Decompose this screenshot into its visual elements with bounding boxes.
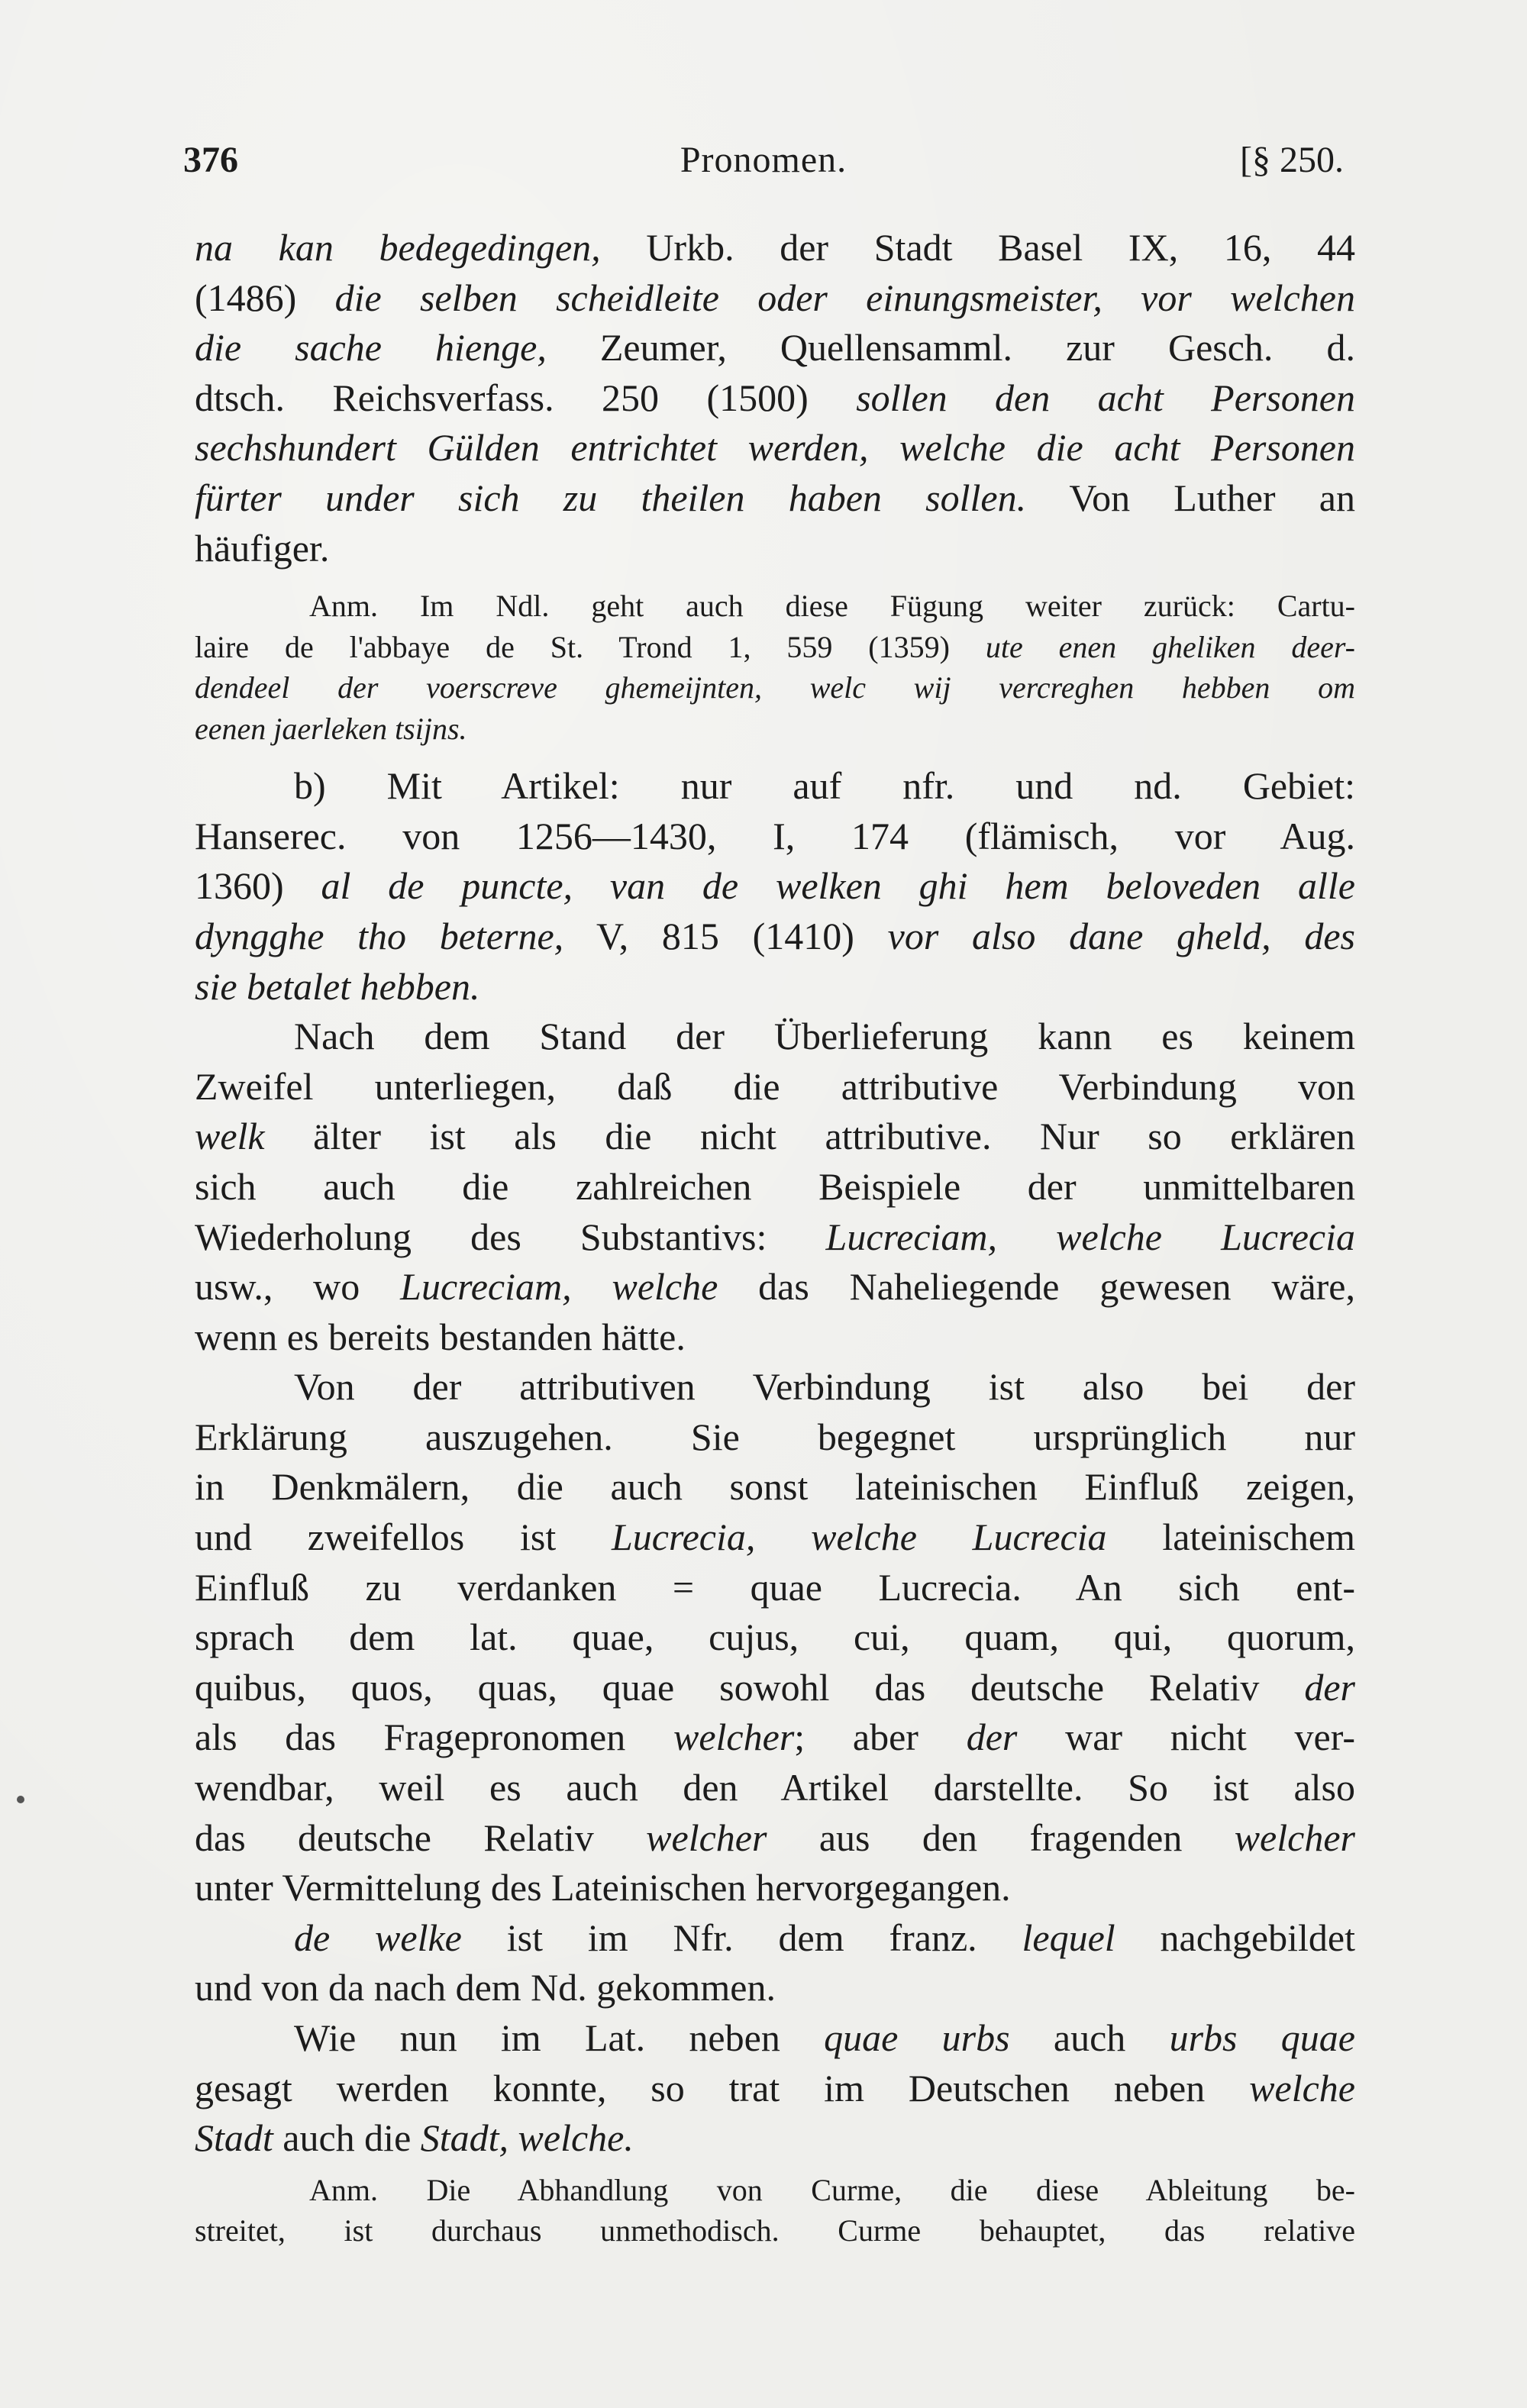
roman-text: lateinischem xyxy=(1106,1515,1355,1559)
roman-text: (1486) xyxy=(195,276,335,319)
roman-text: Urkb. der Stadt Basel IX, 16, 44 xyxy=(600,226,1355,269)
paragraph-quae-urbs xyxy=(195,2013,1355,2164)
italic-text: Lucrecia, welche Lucrecia xyxy=(611,1515,1107,1559)
text-line xyxy=(195,1612,1355,1663)
roman-text: ist im Nfr. dem franz. xyxy=(461,1916,1022,1959)
page-number: 376 xyxy=(183,140,238,180)
text-line xyxy=(195,1963,1355,2013)
text-line xyxy=(195,1763,1355,1813)
roman-text: usw., wo xyxy=(195,1265,401,1309)
italic-text: quae urbs xyxy=(824,2016,1010,2059)
roman-text: 1360) xyxy=(195,864,321,908)
italic-text: welcher xyxy=(673,1716,795,1759)
running-title: Pronomen. xyxy=(680,140,847,180)
paragraph-ueberlieferung xyxy=(195,1012,1355,1362)
roman-text: war nicht ver- xyxy=(1017,1716,1355,1759)
italic-text: dyngghe tho beterne, xyxy=(195,914,564,957)
text-line xyxy=(195,709,1355,750)
italic-text: sollen den acht Personen xyxy=(856,376,1355,419)
page-body xyxy=(195,223,1355,2251)
text-line xyxy=(195,473,1355,524)
footnote-anm-ndl xyxy=(195,586,1355,749)
roman-text: sprach dem lat. quae, cujus, cui, quam, qui, quorum, xyxy=(195,1616,1355,1659)
roman-text: wenn es bereits bestanden hätte. xyxy=(195,1315,686,1358)
paragraph-luther-examples xyxy=(195,223,1355,573)
text-line xyxy=(195,1813,1355,1864)
italic-text: na kan bedegedingen, xyxy=(195,226,601,269)
italic-text: eenen jaerleken tsijns. xyxy=(195,711,467,746)
text-line xyxy=(195,223,1355,273)
text-line xyxy=(195,627,1355,668)
text-line xyxy=(195,912,1355,962)
roman-text: sich auch die zahlreichen Beispiele der unmittelbaren xyxy=(195,1164,1355,1208)
italic-text: vor also dane gheld, des xyxy=(887,914,1355,957)
text-line xyxy=(195,1012,1355,1062)
paragraph-attributive-verbindung xyxy=(195,1362,1355,1913)
text-line xyxy=(195,1362,1355,1412)
italic-text: urbs quae xyxy=(1169,2016,1355,2059)
text-line xyxy=(195,2210,1355,2251)
italic-text: Lucreciam, welche xyxy=(400,1265,718,1309)
roman-text: Anm. Die Abhandlung von Curme, die diese Ableitung be- xyxy=(309,2172,1355,2207)
roman-text: auch die xyxy=(273,2116,421,2160)
italic-text: sechshundert Gülden entrichtet werden, welche die acht Personen xyxy=(195,426,1355,470)
text-line xyxy=(195,1412,1355,1463)
text-line xyxy=(195,323,1355,373)
roman-text: das deutsche Relativ xyxy=(195,1816,647,1859)
roman-text: Wie nun im Lat. neben xyxy=(294,2016,825,2059)
roman-text: und zweifellos ist xyxy=(195,1515,612,1559)
roman-text: Erklärung auszugehen. Sie begegnet ursprünglich nur xyxy=(195,1415,1355,1458)
roman-text: dtsch. Reichsverfass. 250 (1500) xyxy=(195,376,857,419)
text-line xyxy=(195,1112,1355,1162)
text-line xyxy=(195,586,1355,627)
text-line xyxy=(195,373,1355,424)
paragraph-de-welke xyxy=(195,1913,1355,2013)
roman-text: älter ist als die nicht attributive. Nur so erklären xyxy=(264,1115,1355,1158)
roman-text: als das Fragepronomen xyxy=(195,1716,673,1759)
italic-text: die selben scheidleite oder einungsmeister, vor welchen xyxy=(334,276,1355,319)
italic-text: sie betalet hebben. xyxy=(195,964,480,1008)
italic-text: welcher xyxy=(1234,1816,1355,1859)
text-line xyxy=(195,1913,1355,1964)
text-line xyxy=(195,1212,1355,1263)
roman-text: Von der attributiven Verbindung ist also bei der xyxy=(294,1365,1355,1409)
italic-text: der xyxy=(966,1716,1018,1759)
italic-text: welche xyxy=(1249,2066,1355,2109)
italic-text: der xyxy=(1304,1665,1355,1709)
roman-text: unter Vermittelung des Lateinischen hervorgegangen. xyxy=(195,1866,1011,1909)
text-line xyxy=(195,861,1355,912)
italic-text: Stadt xyxy=(195,2116,273,2160)
italic-text: welk xyxy=(195,1115,265,1158)
italic-text: die sache hienge, xyxy=(195,326,547,370)
roman-text: Einfluß zu verdanken = quae Lucrecia. An sich ent- xyxy=(195,1565,1355,1609)
section-marker: [§ 250. xyxy=(1240,140,1344,180)
roman-text: Wiederholung des Substantivs: xyxy=(195,1215,826,1258)
italic-text: Stadt, welche. xyxy=(420,2116,634,2160)
roman-text: gesagt werden konnte, so trat im Deutschen neben xyxy=(195,2066,1250,2109)
italic-text: ute enen gheliken deer- xyxy=(985,629,1355,664)
italic-text: lequel xyxy=(1022,1916,1115,1959)
text-line xyxy=(195,1663,1355,1713)
roman-text: Anm. Im Ndl. geht auch diese Fügung weiter zurück: Cartu- xyxy=(309,589,1355,624)
text-line xyxy=(195,1162,1355,1212)
roman-text: Zweifel unterliegen, daß die attributive Verbindung von xyxy=(195,1064,1355,1108)
text-line xyxy=(195,1312,1355,1363)
roman-text: häufiger. xyxy=(195,526,330,570)
text-line xyxy=(195,273,1355,324)
roman-text: auch xyxy=(1009,2016,1170,2059)
footnote-anm-curme xyxy=(195,2170,1355,2251)
text-line xyxy=(195,2113,1355,2164)
roman-text: quibus, quos, quas, quae sowohl das deutsche Relativ xyxy=(195,1665,1305,1709)
text-line xyxy=(195,2170,1355,2211)
text-line xyxy=(195,667,1355,709)
roman-text: Hanserec. von 1256—1430, I, 174 (flämisch, vor Aug. xyxy=(195,814,1355,857)
roman-text: aus den fragenden xyxy=(767,1816,1235,1859)
roman-text: b) Mit Artikel: nur auf nfr. und nd. Gebiet: xyxy=(294,764,1355,808)
paragraph-mit-artikel xyxy=(195,761,1355,1012)
italic-text: fürter under sich zu theilen haben sollen. xyxy=(195,476,1027,519)
text-line xyxy=(195,524,1355,574)
text-line xyxy=(195,1712,1355,1763)
text-line xyxy=(195,1062,1355,1112)
italic-text: Lucreciam, welche Lucrecia xyxy=(825,1215,1355,1258)
roman-text: ; aber xyxy=(794,1716,967,1759)
text-line xyxy=(195,1563,1355,1613)
italic-text: dendeel der voerscreve ghemeijnten, welc wij vercreghen hebben om xyxy=(195,670,1355,705)
roman-text: das Naheliegende gewesen wäre, xyxy=(718,1265,1355,1309)
text-line xyxy=(195,812,1355,862)
margin-dot xyxy=(17,1796,24,1803)
italic-text: al de puncte, van de welken ghi hem beloveden alle xyxy=(321,864,1355,908)
roman-text: nachgebildet xyxy=(1115,1916,1355,1959)
roman-text: Zeumer, Quellensamml. zur Gesch. d. xyxy=(546,326,1355,370)
roman-text: wendbar, weil es auch den Artikel darstellte. So ist also xyxy=(195,1766,1355,1809)
text-line xyxy=(195,761,1355,812)
roman-text: laire de l'abbaye de St. Trond 1, 559 (1359) xyxy=(195,629,986,664)
roman-text: Nach dem Stand der Überlieferung kann es keinem xyxy=(294,1015,1355,1058)
roman-text: und von da nach dem Nd. gekommen. xyxy=(195,1966,776,2009)
roman-text: V, 815 (1410) xyxy=(563,914,888,957)
text-line xyxy=(195,1462,1355,1512)
roman-text: in Denkmälern, die auch sonst lateinischen Einfluß zeigen, xyxy=(195,1465,1355,1509)
italic-text: de welke xyxy=(294,1916,462,1959)
italic-text: welcher xyxy=(646,1816,767,1859)
roman-text: streitet, ist durchaus unmethodisch. Curme behauptet, das relative xyxy=(195,2213,1355,2248)
text-line xyxy=(195,1863,1355,1913)
text-line xyxy=(195,1512,1355,1563)
text-line xyxy=(195,962,1355,1012)
running-header xyxy=(183,139,1344,192)
text-line xyxy=(195,2064,1355,2114)
text-line xyxy=(195,423,1355,473)
text-line xyxy=(195,2013,1355,2064)
roman-text: Von Luther an xyxy=(1026,476,1355,519)
text-line xyxy=(195,1262,1355,1312)
